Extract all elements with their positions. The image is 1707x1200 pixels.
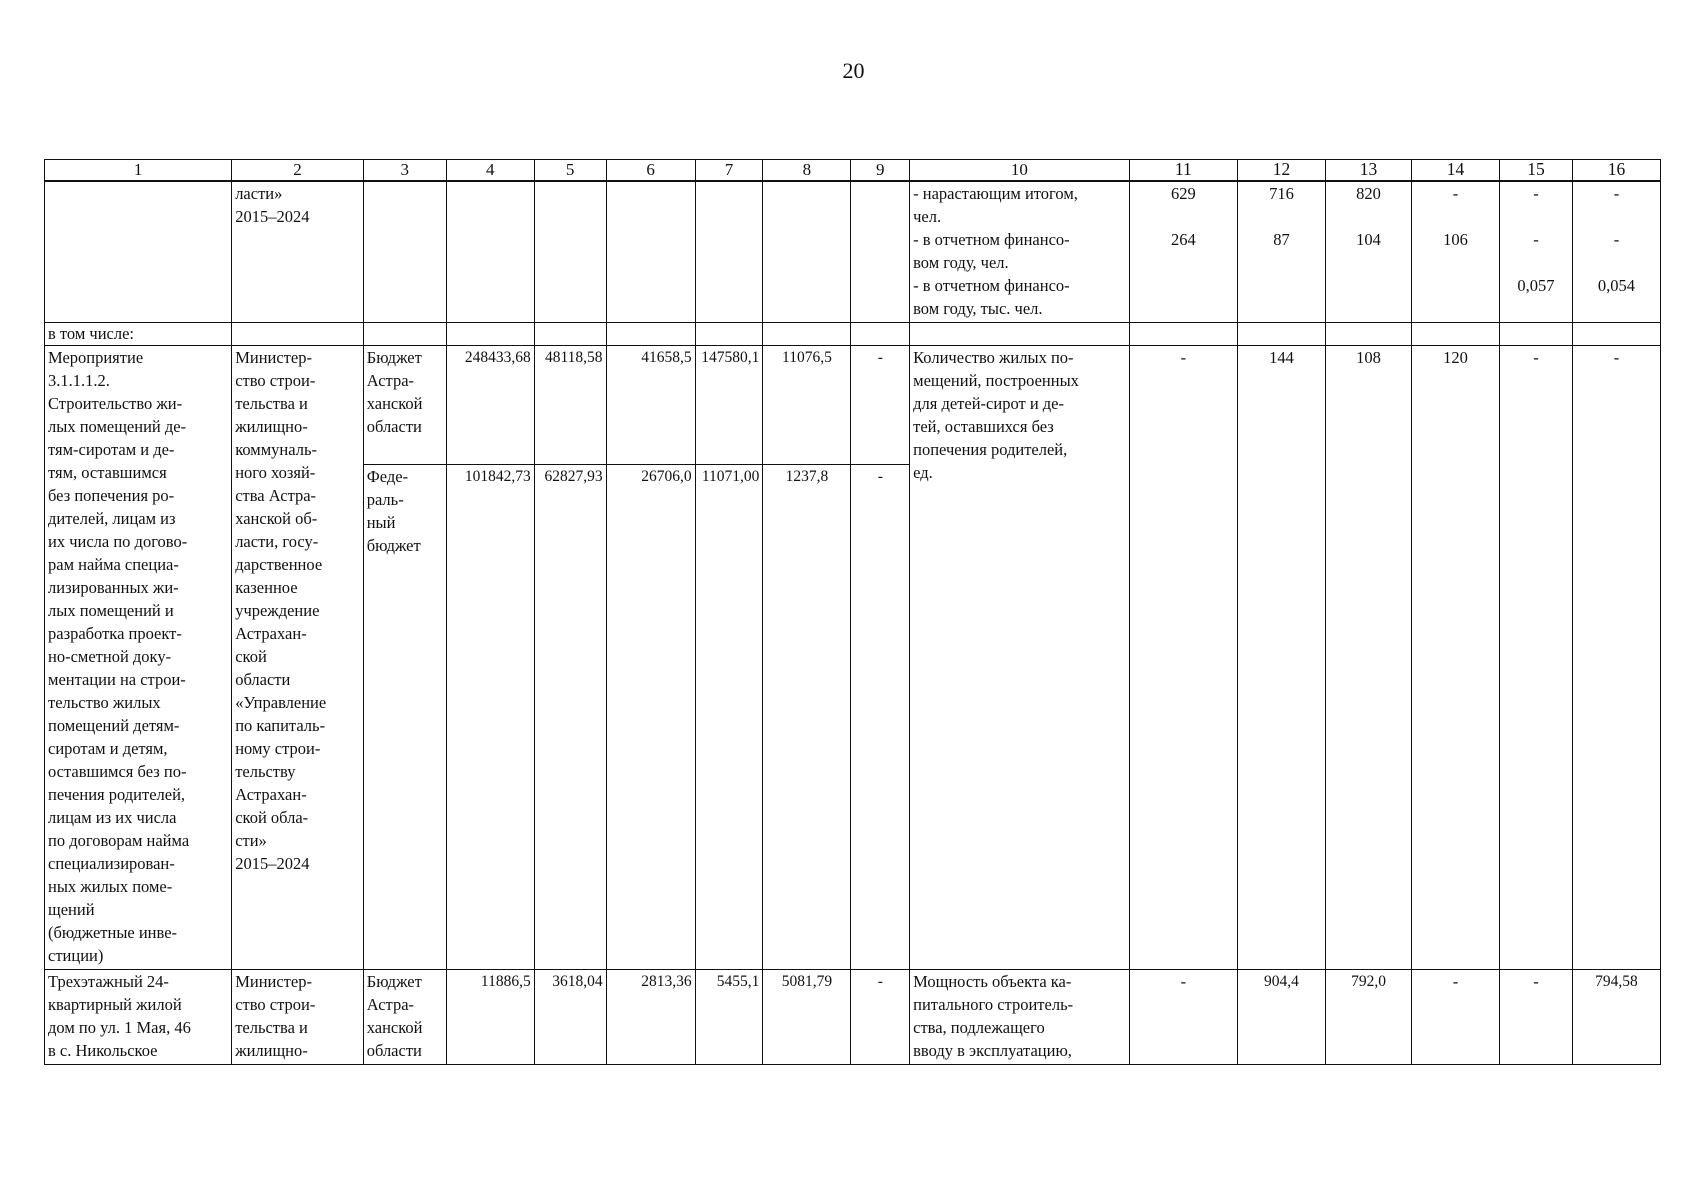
cell-empty [1129, 323, 1237, 346]
text-line: ед. [913, 463, 933, 482]
cell-empty [695, 181, 763, 323]
text-line: раль- [366, 490, 404, 510]
cell-empty [446, 323, 534, 346]
value-cell: 2813,36 [606, 970, 695, 1065]
value-cell: - [851, 346, 910, 465]
funding-source-cell [363, 346, 446, 465]
text-line [1576, 252, 1657, 275]
text-line: - в отчетном финансо- [913, 230, 1070, 249]
text-line: чел. [913, 207, 942, 226]
object-indicator-cell [910, 970, 1130, 1065]
value-cell: 11071,00 [695, 465, 763, 970]
text-line: дом по ул. 1 Мая, 46 [48, 1018, 191, 1037]
value-cell [1129, 181, 1237, 323]
cell-empty [851, 323, 910, 346]
value-cell: - [1500, 970, 1573, 1065]
text-line: 87 [1273, 230, 1290, 249]
text-line: Количество жилых по- [913, 348, 1074, 367]
text-line [1329, 275, 1408, 298]
text-line: Астрахан- [235, 785, 307, 804]
text-line: области [366, 1041, 422, 1060]
continuation-row [45, 181, 1661, 323]
text-line: - [1533, 230, 1539, 249]
header-cell: 14 [1412, 160, 1500, 182]
text-line: тельства и [235, 394, 308, 413]
text-line [1415, 252, 1496, 275]
text-line [1329, 298, 1408, 321]
text-line [1576, 298, 1657, 321]
header-cell: 11 [1129, 160, 1237, 182]
text-line: но-сметной доку- [48, 647, 172, 666]
cell-empty [446, 181, 534, 323]
text-line: 2015–2024 [235, 207, 310, 226]
text-line: - в отчетном финансо- [913, 276, 1070, 295]
text-line: 106 [1443, 230, 1468, 249]
text-line: ства, подлежащего [913, 1018, 1045, 1037]
program-table [44, 159, 1661, 1065]
text-line [1576, 206, 1657, 229]
text-line: ской обла- [235, 808, 309, 827]
measure-row-regional [45, 346, 1661, 465]
header-cell: 1 [45, 160, 232, 182]
text-line: рам найма специа- [48, 555, 179, 574]
text-line: стиции) [48, 946, 104, 965]
value-cell: 11886,5 [446, 970, 534, 1065]
text-line [1133, 275, 1234, 298]
cell-empty [851, 181, 910, 323]
cell-empty [606, 181, 695, 323]
text-line: тельству [235, 762, 296, 781]
text-line: жилищно- [235, 1041, 308, 1060]
text-line: коммуналь- [235, 440, 317, 459]
including-label: в том числе: [45, 323, 232, 346]
text-line: ханской [366, 394, 423, 413]
header-cell: 10 [910, 160, 1130, 182]
funding-source-cell [363, 465, 446, 970]
text-line: питального строитель- [913, 995, 1074, 1014]
text-line: - [1452, 184, 1459, 203]
text-line [1415, 298, 1496, 321]
text-line [1133, 298, 1234, 321]
cell-empty [606, 323, 695, 346]
text-line: 104 [1356, 230, 1381, 249]
header-cell: 15 [1500, 160, 1573, 182]
text-line: лицам из их числа [48, 808, 177, 827]
text-line: Мощность объекта ка- [913, 972, 1072, 991]
text-line: лых помещений и [48, 601, 174, 620]
value-cell: 1237,8 [763, 465, 851, 970]
text-line: ласти, госу- [235, 532, 319, 551]
text-line: лых помещений де- [48, 417, 187, 436]
text-line: Астрахан- [235, 624, 307, 643]
text-line: в с. Никольское [48, 1041, 158, 1060]
text-line: ство строи- [235, 371, 316, 390]
text-line [1329, 206, 1408, 229]
text-line: - [1613, 184, 1620, 203]
value-cell: - [1129, 970, 1237, 1065]
header-cell: 2 [232, 160, 364, 182]
text-line [1241, 275, 1322, 298]
text-line: дарственное [235, 555, 323, 574]
value-cell [1412, 181, 1500, 323]
text-line: 716 [1269, 184, 1294, 203]
text-line: ства Астра- [235, 486, 317, 505]
text-line: разработка проект- [48, 624, 182, 643]
text-line: вом году, чел. [913, 253, 1009, 272]
measure-name-cell [45, 346, 232, 970]
header-cell: 4 [446, 160, 534, 182]
header-cell: 3 [363, 160, 446, 182]
value-cell: 26706,0 [606, 465, 695, 970]
value-cell: 147580,1 [695, 346, 763, 465]
text-line [1133, 252, 1234, 275]
text-line: области [366, 417, 422, 436]
text-line: по договорам найма [48, 831, 190, 850]
executor-cell [232, 181, 364, 323]
cell-empty [534, 181, 606, 323]
value-cell: - [851, 970, 910, 1065]
value-cell: 120 [1412, 346, 1500, 970]
text-line: - [1533, 184, 1539, 203]
text-line: ного хозяй- [235, 463, 316, 482]
value-cell [1237, 181, 1325, 323]
value-cell: 5455,1 [695, 970, 763, 1065]
value-cell: - [851, 465, 910, 970]
text-line: бюджет [366, 536, 421, 556]
text-line: квартирный жилой [48, 995, 182, 1014]
text-line [1503, 252, 1569, 275]
value-cell: 794,58 [1572, 970, 1660, 1065]
text-line: ных жилых поме- [48, 877, 173, 896]
text-line: ный [366, 513, 396, 533]
text-line: 0,057 [1517, 276, 1555, 295]
value-cell: 5081,79 [763, 970, 851, 1065]
text-line: ментации на строи- [48, 670, 186, 689]
value-cell: 11076,5 [763, 346, 851, 465]
value-cell: 144 [1237, 346, 1325, 970]
value-cell: 101842,73 [446, 465, 534, 970]
cell-empty [232, 323, 364, 346]
value-cell: 108 [1326, 346, 1412, 970]
text-line: жилищно- [235, 417, 308, 436]
header-cell: 12 [1237, 160, 1325, 182]
text-line: по капиталь- [235, 716, 326, 735]
text-line: тям, оставшимся [48, 463, 167, 482]
text-line: Астра- [366, 995, 415, 1014]
header-cell: 6 [606, 160, 695, 182]
text-line: ному строи- [235, 739, 321, 758]
text-line: тей, оставшихся без [913, 417, 1054, 436]
indicator-cell [910, 181, 1130, 323]
including-row [45, 323, 1661, 346]
text-line: - [1613, 230, 1620, 249]
cell-empty [1500, 323, 1573, 346]
text-line: ханской об- [235, 509, 318, 528]
measure-indicator-cell [910, 346, 1130, 970]
text-line: лизированных жи- [48, 578, 179, 597]
value-cell: - [1572, 346, 1660, 970]
value-cell: - [1412, 970, 1500, 1065]
text-line [1503, 206, 1569, 229]
text-line: оставшимся без по- [48, 762, 187, 781]
value-cell: - [1500, 346, 1573, 970]
object-row [45, 970, 1661, 1065]
text-line: ласти» [235, 184, 283, 203]
value-cell: 41658,5 [606, 346, 695, 465]
funding-source-cell [363, 970, 446, 1065]
value-cell: 3618,04 [534, 970, 606, 1065]
text-line: тельства и [235, 1018, 308, 1037]
text-line: 0,054 [1597, 276, 1635, 295]
text-line: Бюджет [366, 348, 422, 367]
value-cell: 792,0 [1326, 970, 1412, 1065]
text-line: 264 [1170, 230, 1196, 249]
text-line: сиротам и детям, [48, 739, 168, 758]
cell-empty [695, 323, 763, 346]
text-line [1133, 206, 1234, 229]
text-line: Министер- [235, 972, 312, 991]
text-line: учреждение [235, 601, 320, 620]
text-line: Астра- [366, 371, 415, 390]
text-line: казенное [235, 578, 298, 597]
text-line: печения родителей, [48, 785, 186, 804]
cell-empty [45, 181, 232, 323]
text-line: для детей-сирот и де- [913, 394, 1064, 413]
cell-empty [1412, 323, 1500, 346]
text-line: 3.1.1.1.2. [48, 371, 110, 390]
text-line [1241, 252, 1322, 275]
measure-executor-cell [232, 346, 364, 970]
header-cell: 13 [1326, 160, 1412, 182]
text-line [1241, 206, 1322, 229]
text-line: вом году, тыс. чел. [913, 299, 1043, 318]
value-cell: 62827,93 [534, 465, 606, 970]
text-line [1329, 252, 1408, 275]
text-line: тельство жилых [48, 693, 161, 712]
text-line [1503, 298, 1569, 321]
value-cell: 48118,58 [534, 346, 606, 465]
value-cell [1326, 181, 1412, 323]
value-cell [1572, 181, 1660, 323]
text-line: ской [235, 647, 267, 666]
text-line: Министер- [235, 348, 312, 367]
page-number: 20 [842, 58, 865, 83]
text-line: тям-сиротам и де- [48, 440, 175, 459]
text-line [1415, 275, 1496, 298]
object-name-cell [45, 970, 232, 1065]
text-line [1415, 206, 1496, 229]
text-line: без попечения ро- [48, 486, 175, 505]
header-row [45, 160, 1661, 182]
cell-empty [1237, 323, 1325, 346]
value-cell [1500, 181, 1573, 323]
cell-empty [534, 323, 606, 346]
cell-empty [1572, 323, 1660, 346]
cell-empty [763, 181, 851, 323]
text-line: попечения родителей, [913, 440, 1068, 459]
text-line: Феде- [366, 467, 409, 487]
text-line: области [235, 670, 291, 689]
text-line [1241, 298, 1322, 321]
text-line: мещений, построенных [913, 371, 1079, 390]
header-cell: 5 [534, 160, 606, 182]
object-executor-cell [232, 970, 364, 1065]
text-line: 820 [1356, 184, 1381, 203]
value-cell: 248433,68 [446, 346, 534, 465]
header-cell: 8 [763, 160, 851, 182]
text-line: Бюджет [366, 972, 422, 991]
cell-empty [763, 323, 851, 346]
text-line: ханской [366, 1018, 423, 1037]
text-line: ство строи- [235, 995, 316, 1014]
text-line: дителей, лицам из [48, 509, 176, 528]
text-line: Строительство жи- [48, 394, 183, 413]
text-line: щений [48, 900, 95, 919]
text-line: вводу в эксплуатацию, [913, 1041, 1072, 1060]
header-cell: 9 [851, 160, 910, 182]
value-cell: 904,4 [1237, 970, 1325, 1065]
text-line: Трехэтажный 24- [48, 972, 169, 991]
cell-empty [1326, 323, 1412, 346]
text-line: (бюджетные инве- [48, 923, 178, 942]
text-line: сти» [235, 831, 267, 850]
cell-empty [363, 323, 446, 346]
cell-empty [910, 323, 1130, 346]
cell-empty [363, 181, 446, 323]
value-cell: - [1129, 346, 1237, 970]
text-line: 629 [1170, 184, 1196, 203]
text-line: 2015–2024 [235, 854, 310, 873]
text-line: Мероприятие [48, 348, 144, 367]
text-line: - нарастающим итогом, [913, 184, 1078, 203]
text-line: специализирован- [48, 854, 175, 873]
text-line: помещений детям- [48, 716, 180, 735]
header-cell: 16 [1572, 160, 1660, 182]
header-cell: 7 [695, 160, 763, 182]
text-line: «Управление [235, 693, 327, 712]
text-line: их числа по догово- [48, 532, 188, 551]
